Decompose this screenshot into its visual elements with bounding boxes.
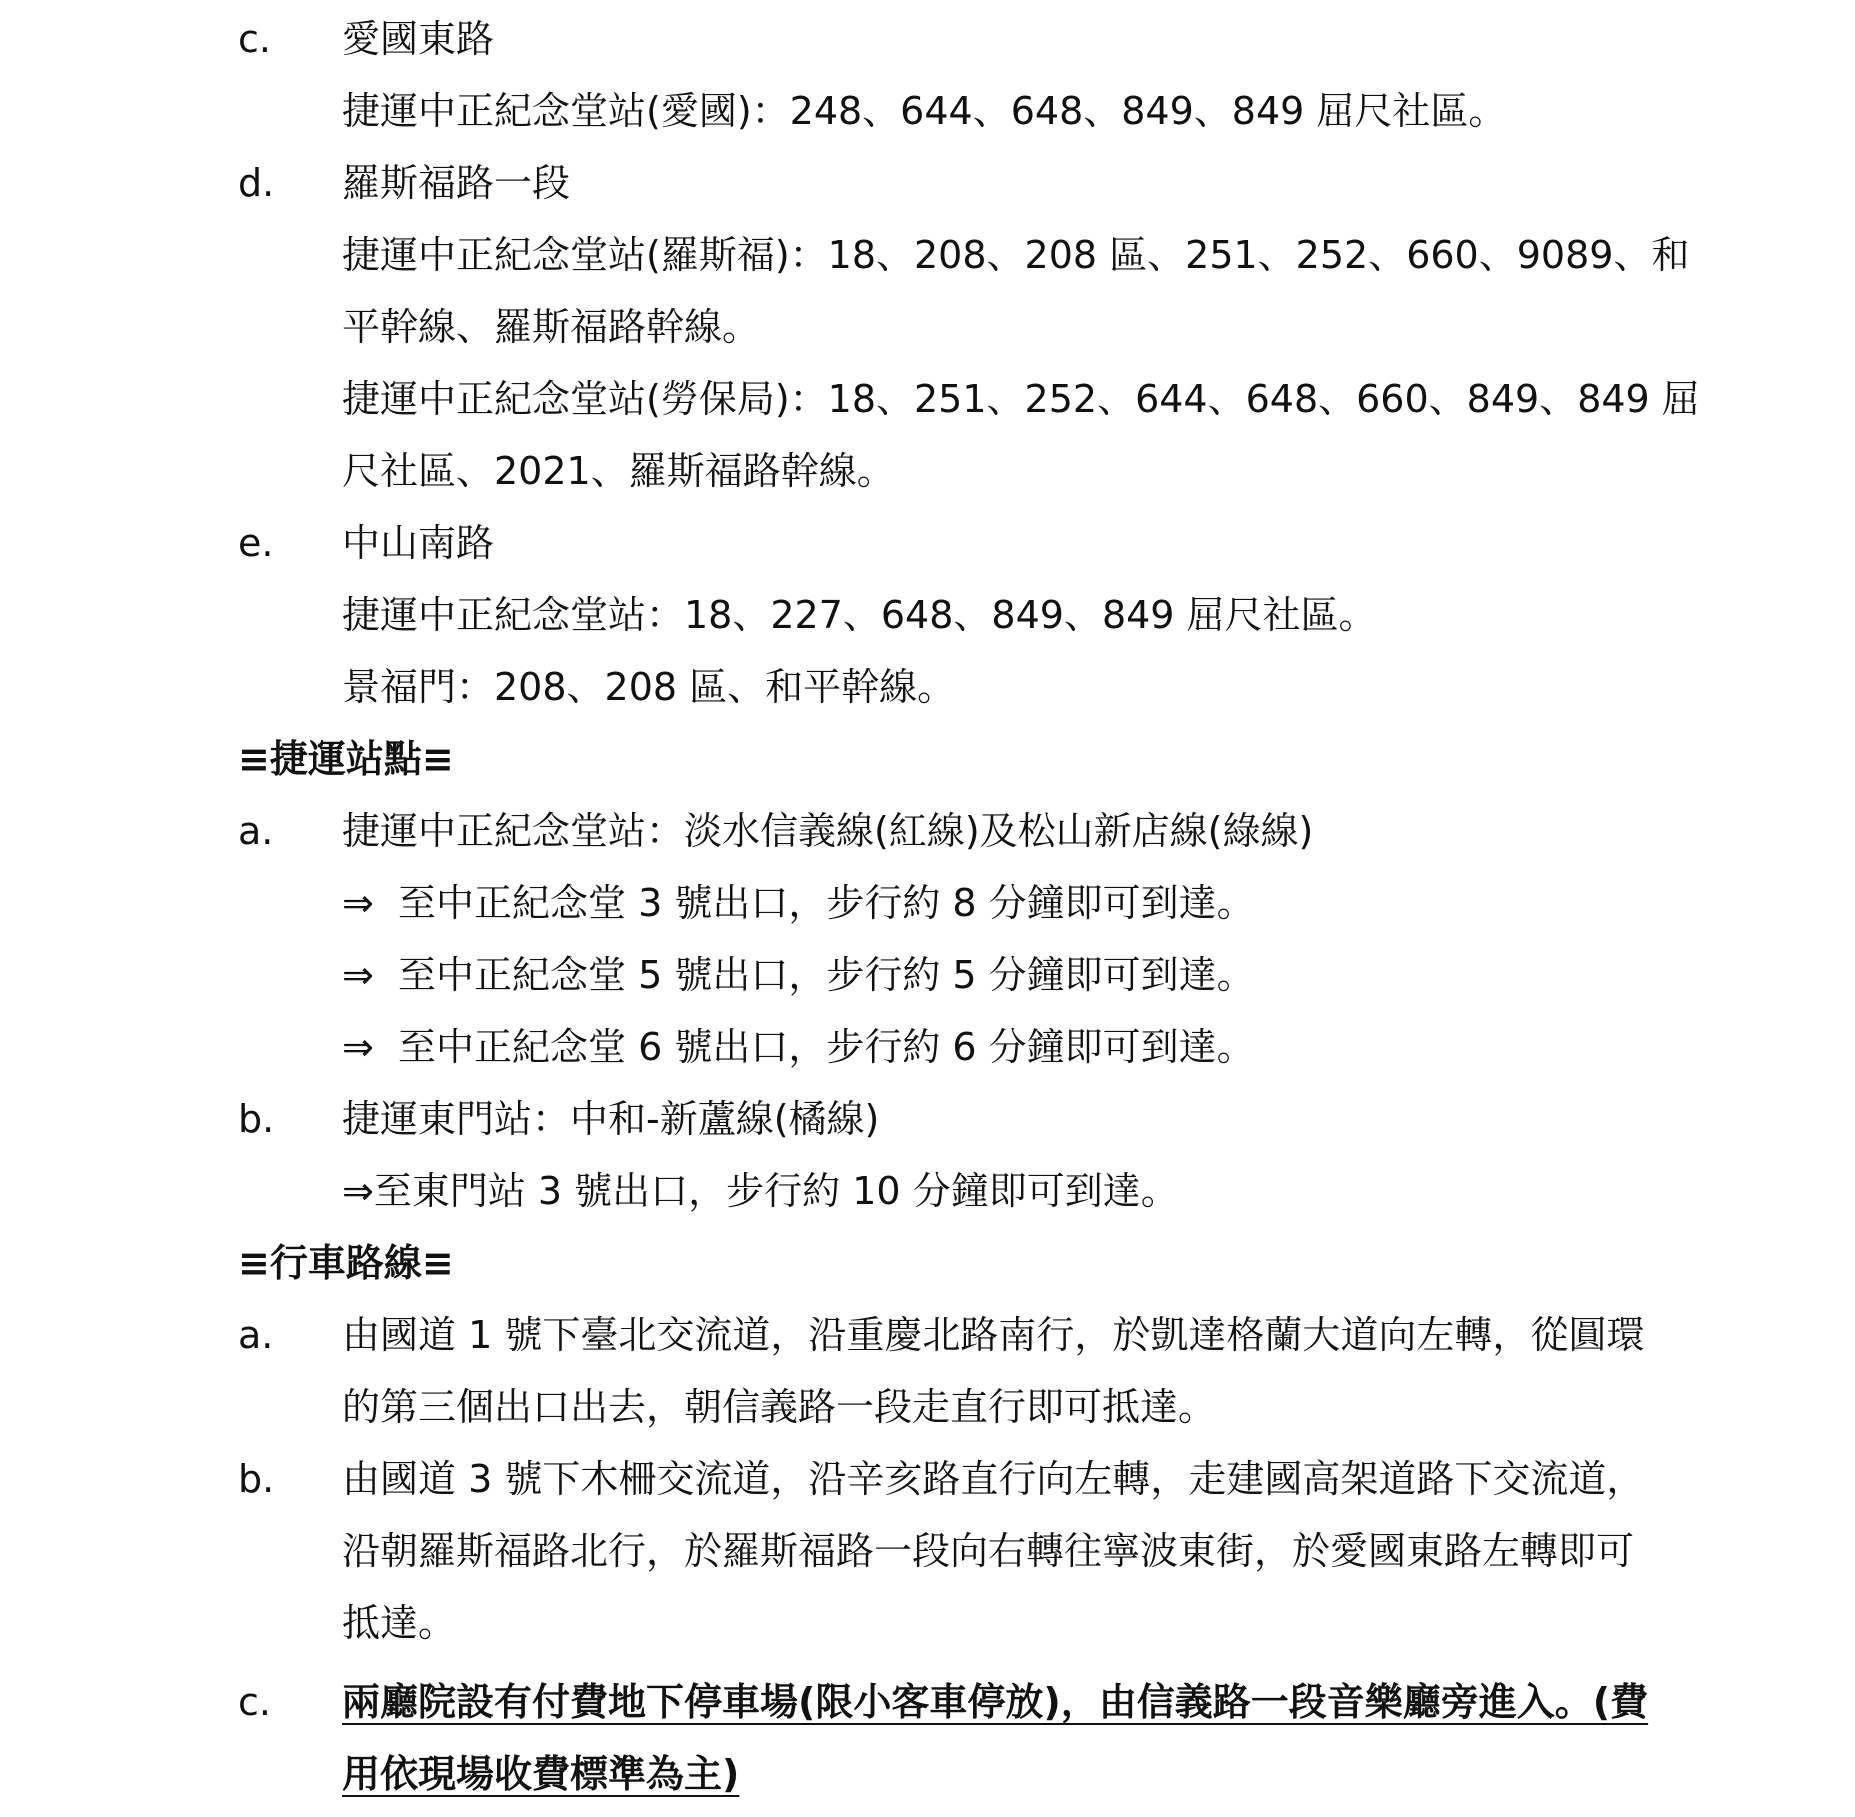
list-marker: b. — [238, 1097, 275, 1141]
mrt-section — [0, 723, 1855, 795]
bus-stop-line: 捷運中正紀念堂站(羅斯福)：18、208、208 區、251、252、660、9089、和 — [342, 233, 1690, 277]
arrow-icon: ⇒ — [342, 953, 374, 997]
list-marker: b. — [238, 1457, 275, 1501]
mrt-item-b — [0, 1083, 1855, 1155]
list-marker: e. — [238, 521, 274, 565]
bus-stop-line: 捷運中正紀念堂站：18、227、648、849、849 屈尺社區。 — [342, 593, 1377, 637]
bus-stop-line: 尺社區、2021、羅斯福路幹線。 — [342, 449, 895, 493]
arrow-icon: ⇒ — [342, 881, 374, 925]
bus-stop-line: 景福門：208、208 區、和平幹線。 — [342, 665, 956, 709]
bus-stop-line: 捷運中正紀念堂站(愛國)：248、644、648、849、849 屈尺社區。 — [342, 89, 1507, 133]
bus-section-d — [0, 147, 1855, 219]
road-name: 愛國東路 — [342, 17, 495, 61]
bus-stop-line: 平幹線、羅斯福路幹線。 — [342, 305, 761, 349]
list-marker: d. — [238, 161, 275, 205]
station-name: 捷運東門站：中和-新蘆線(橘線) — [342, 1097, 880, 1141]
road-name: 羅斯福路一段 — [342, 161, 571, 205]
route-line: 的第三個出口出去，朝信義路一段走直行即可抵達。 — [342, 1385, 1217, 1429]
mrt-item-a — [0, 795, 1855, 867]
bus-section-c — [0, 3, 1855, 75]
driving-item-a: a. 由國道 1 號下臺北交流道，沿重慶北路南行，於凱達格蘭大道向左轉，從圓環 — [0, 1299, 1855, 1371]
road-name: 中山南路 — [342, 521, 495, 565]
list-marker: c. — [238, 17, 271, 61]
arrow-icon: ⇒ — [342, 1025, 374, 1069]
exit-line: ⇒ 至中正紀念堂 5 號出口，步行約 5 分鐘即可到達。 — [0, 939, 1855, 1011]
parking-note-line: 用依現場收費標準為主) — [342, 1752, 740, 1796]
station-name: 捷運中正紀念堂站：淡水信義線(紅線)及松山新店線(綠線) — [342, 809, 1314, 853]
bus-stop-line: 捷運中正紀念堂站(勞保局)：18、251、252、644、648、660、849、849 屈 — [342, 377, 1700, 421]
driving-item-c — [0, 1666, 1855, 1738]
exit-line: ⇒至東門站 3 號出口，步行約 10 分鐘即可到達。 — [342, 1169, 1179, 1213]
driving-item-b: b. 由國道 3 號下木柵交流道，沿辛亥路直行向左轉，走建國高架道路下交流道， — [0, 1443, 1855, 1515]
exit-line: ⇒ 至中正紀念堂 6 號出口，步行約 6 分鐘即可到達。 — [0, 1011, 1855, 1083]
list-marker: c. — [238, 1680, 271, 1724]
driving-section — [0, 1227, 1855, 1299]
section-heading: ≡行車路線≡ — [238, 1241, 454, 1285]
parking-note: 兩廳院設有付費地下停車場(限小客車停放)，由信義路一段音樂廳旁進入。(費 — [342, 1680, 1649, 1724]
list-marker: a. — [238, 809, 274, 853]
section-heading: ≡捷運站點≡ — [238, 737, 454, 781]
exit-line: ⇒ 至中正紀念堂 3 號出口，步行約 8 分鐘即可到達。 — [0, 867, 1855, 939]
list-marker: a. — [238, 1313, 274, 1357]
route-line: 沿朝羅斯福路北行，於羅斯福路一段向右轉往寧波東街，於愛國東路左轉即可 — [342, 1529, 1635, 1573]
route-line: 抵達。 — [342, 1601, 457, 1645]
bus-section-e — [0, 507, 1855, 579]
